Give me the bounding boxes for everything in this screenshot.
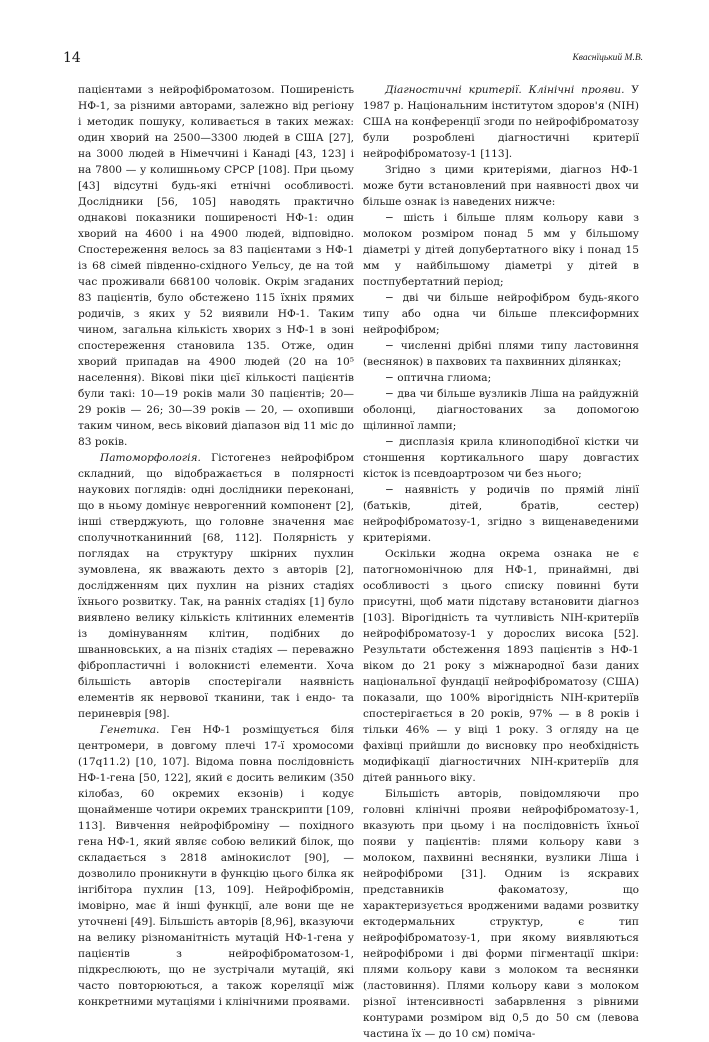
criteria-item: − дисплазія крила клиноподібної кістки чи стоншення кортикального шару довгастих кісток із псевдоартрозом чи без нього; [363,436,639,480]
criteria-item: − дві чи більше нейрофібром будь-якого типу або одна чи більше плексиформних нейрофібром; [363,292,639,336]
criteria-item: − шість і більше плям кольору кави з молоком розміром понад 5 мм у більшому діаметрі у дітей допубертатного віку і понад 15 мм у найбільшому діаметрі у дітей в постпубертатний період; [363,212,639,288]
paragraph-text: Ген НФ-1 розміщується біля центромери, в довгому плечі 17-ї хромосоми (17q11.2) [10, 107]. Відома повна послідовність НФ-1-гена [50, 122], який є досить великим (350 кілобаз, 60 окремих екзонів) і кодує щонайменше чотири окремих транскрипти [109, 113]. Вивчення нейрофіброміну — похідного гена НФ-1, який являє собою великий білок, що складається з 2818 амінокислот [90], — дозволило проникнути в функцію цього білка як інгібітора пухлин [13, 109]. Нейрофібромін, імовірно, має й інші функції, але вони ще не уточнені [49]. Більшість авторів [8,96], вказуючи на велику різноманітність мутацій НФ-1-гена у пацієнтів з нейрофіброматозом-1, підкреслюють, що не зустрічали мутацій, які часто повторюються, а також кореляції між конкретними мутаціями і клінічними проявами. [78,724,354,1008]
paragraph-pathomorphology [78,450,354,722]
paragraph-text: У 1987 р. Національним інститутом здоров'я (NIH) США на конференції згоди по нейрофіброматозу були розроблені діагностичні критерії нейрофіброматозу-1 [113]. [363,84,639,160]
section-lead-pathomorphology: Патоморфологія. [100,452,201,464]
criteria-item: − оптична глиома; [385,372,492,384]
right-column [363,82,639,1042]
paragraph-nih-validity: Оскільки жодна окрема ознака не є патогномонічною для НФ-1, принаймні, дві особливості з цього списку повинні бути присутні, щоб мати підставу встановити діагноз [103]. Вірогідність та чутливість NIH-критеріїв нейрофіброматозу-1 у дорослих висока [52]. Результати обстеження 1893 пацієнтів з НФ-1 віком до 21 року з міжнародної бази даних національної фундації нейрофіброматозу (США) показали, що 100% вірогідність NIH-критеріїв спостерігається в 20 років, 97% — в 8 років і тільки 46% — у віці 1 року. З огляду на це фахівці прийшли до висновку про необхідність модифікації діагностичних NIH-критеріїв для дітей раннього віку. [363,548,639,784]
paragraph-diagnostic-criteria [363,82,639,162]
section-lead-diagnostic: Діагностичні критерії. Клінічні прояви. [385,84,625,96]
criteria-item: − два чи більше вузликів Ліша на райдужній оболонці, діагностованих за допомогою щілинної лампи; [363,388,639,432]
criteria-item: − численні дрібні плями типу ластовиння (веснянок) в пахвових та пахвинних ділянках; [363,340,639,368]
paragraph-genetics [78,722,354,1010]
left-column [78,82,354,1010]
section-lead-genetics: Генетика. [100,724,160,736]
criteria-item: − наявність у родичів по прямій лінії (батьків, дітей, братів, сестер) нейрофіброматозу-1, згідно з вищенаведеними критеріями. [363,484,639,544]
page-number: 14 [63,50,81,66]
running-head: Кваснїцький М.В. [572,53,643,63]
paragraph-prevalence: пацієнтами з нейрофіброматозом. Поширеність НФ-1, за різними авторами, залежно від регіону і методик пошуку, коливається в таких межах: один хворий на 2500—3300 людей в США [27], на 3000 людей в Німеччині і Канаді [43, 123] і на 7800 — у колишньому СРСР [108]. При цьому [43] відсутні будь-які етнічні особливості. Дослідники [56, 105] наводять практично однакові показники поширеності НФ-1: один хворий на 4600 і на 4900 людей, відповідно. Спостереження велось за 83 пацієнтами з НФ-1 із 68 сімей південно-східного Уельсу, де на той час проживали 668100 чоловік. Окрім згаданих 83 пацієнтів, було обстежено 115 їхніх прямих родичів, з яких у 52 виявили НФ-1. Таким чином, загальна кількість хворих з НФ-1 в зоні спостереження становила 135. Отже, один хворий припадав на 4900 людей (20 на 10⁵ населення). Вікові піки цієї кількості пацієнтів були такі: 10—19 років мали 30 пацієнтів; 20—29 років — 26; 30—39 років — 20, — охопивши таким чином, весь віковий діапазон від 11 міс до 83 років. [78,84,354,448]
paragraph-text: Гістогенез нейрофібром складний, що відображається в полярності наукових поглядів: одні дослідники переконані, що в ньому домінує неврогенний компонент [2], інші стверджують, що головне значення має сполучнотканинний [68, 112]. Полярність у поглядах на структуру шкірних пухлин зумовлена, як вважають дехто з авторів [2], дослідженням цих пухлин на різних стадіях їхнього розвитку. Так, на ранніх стадіях [1] було виявлено велику кількість клітинних елементів із домінуванням клітин, подібних до шванновських, а на пізніх стадіях — переважно фібропластичні і волокнисті елементи. Хоча більшість авторів спостерігали наявність елементів як нервової тканини, так і ендо- та периневрія [98]. [78,452,354,720]
criteria-list [363,210,639,546]
paragraph-clinical-signs: Більшість авторів, повідомляючи про головні клінічні прояви нейрофіброматозу-1, вказують при цьому і на послідовність їхньої появи у пацієнтів: плями кольору кави з молоком, пахвинні веснянки, вузлики Ліша і нейрофіброми [31]. Одним із яскравих представників факоматозу, що характеризується вродженими вадами розвитку ектодермальних структур, є тип нейрофіброматозу-1, при якому виявляються нейрофіброми і дві форми пігментації шкіри: плями кольору кави з молоком та веснянки (ластовиння). Плями кольору кави з молоком різної інтенсивності забарвлення з рівними контурами розміром від 0,5 до 50 см (левова частина їх — до 10 см) поміча- [363,788,639,1040]
paragraph-criteria-intro: Згідно з цими критеріями, діагноз НФ-1 може бути встановлений при наявності двох чи більше ознак із наведених нижче: [363,164,639,208]
